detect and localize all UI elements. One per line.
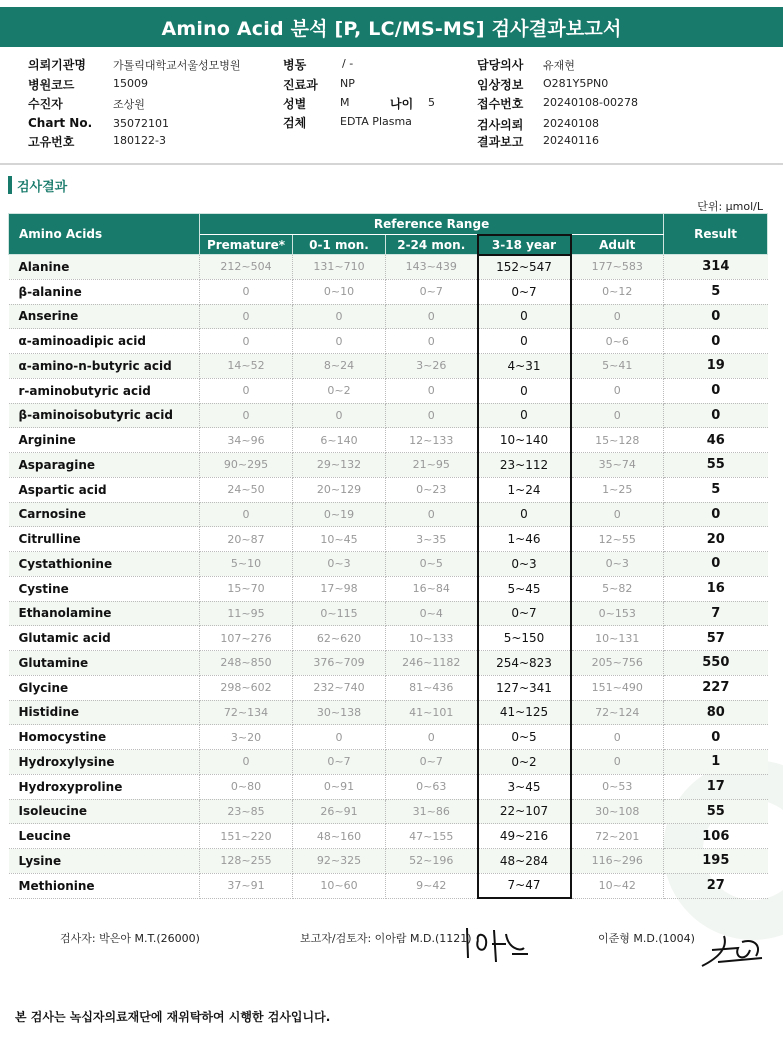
result-value: 0: [664, 378, 768, 403]
reference-value: 29~132: [293, 453, 386, 478]
table-row: [9, 675, 768, 700]
reference-value: 5~45: [478, 576, 571, 601]
reference-value: 10~45: [293, 527, 386, 552]
reference-value: 131~710: [293, 255, 386, 280]
table-row: [9, 626, 768, 651]
attending-doctor: 유재현: [543, 59, 575, 72]
hospital-name: 가톨릭대학교서울성모병원: [113, 59, 241, 72]
amino-acid-name: Anserine: [9, 304, 200, 329]
result-value: 20: [664, 527, 768, 552]
reference-value: 0: [293, 403, 386, 428]
reference-value: 0: [478, 304, 571, 329]
section-marker: [8, 176, 12, 194]
reference-value: 0~115: [293, 601, 386, 626]
reference-value: 9~42: [386, 873, 478, 898]
table-row: [9, 799, 768, 824]
specimen: EDTA Plasma: [340, 115, 412, 128]
reference-value: 1~46: [478, 527, 571, 552]
reference-value: 0: [200, 304, 293, 329]
tester-signature: 검사자: 박은아 M.T.(26000): [60, 932, 200, 945]
reference-value: 0: [200, 502, 293, 527]
reference-value: 376~709: [293, 651, 386, 676]
result-value: 16: [664, 576, 768, 601]
department: NP: [340, 77, 355, 90]
reference-value: 81~436: [386, 675, 478, 700]
reporter-signature: 보고자/검토자: 이아람 M.D.(1121): [300, 932, 472, 945]
reference-value: 5~150: [478, 626, 571, 651]
amino-acid-name: Histidine: [9, 700, 200, 725]
info-label: 고유번호: [28, 135, 75, 149]
reference-value: 7~47: [478, 873, 571, 898]
reference-value: 0: [478, 329, 571, 354]
table-row: [9, 552, 768, 577]
reference-value: 26~91: [293, 799, 386, 824]
reference-value: 48~284: [478, 849, 571, 874]
reference-value: 10~60: [293, 873, 386, 898]
reference-value: 41~125: [478, 700, 571, 725]
result-value: 5: [664, 477, 768, 502]
reference-value: 0: [200, 279, 293, 304]
reference-value: 0~91: [293, 774, 386, 799]
unit-label: 단위: μmol/L: [697, 200, 763, 213]
reference-value: 254~823: [478, 651, 571, 676]
amino-acid-name: Glutamic acid: [9, 626, 200, 651]
header-reference-range: Reference Range: [200, 214, 664, 235]
reference-value: 0~3: [293, 552, 386, 577]
reference-value: 298~602: [200, 675, 293, 700]
reference-value: 151~220: [200, 824, 293, 849]
reference-value: 14~52: [200, 354, 293, 379]
reference-value: 0: [571, 403, 664, 428]
reference-value: 0~19: [293, 502, 386, 527]
reference-value: 0: [478, 502, 571, 527]
reference-value: 6~140: [293, 428, 386, 453]
reference-value: 0: [571, 750, 664, 775]
ward: / -: [342, 57, 354, 70]
amino-acid-name: Aspartic acid: [9, 477, 200, 502]
result-value: 19: [664, 354, 768, 379]
unique-number: 180122-3: [113, 134, 166, 147]
reference-value: 92~325: [293, 849, 386, 874]
amino-acid-name: Arginine: [9, 428, 200, 453]
reference-value: 0~3: [571, 552, 664, 577]
result-value: 27: [664, 873, 768, 898]
reference-value: 30~138: [293, 700, 386, 725]
reference-value: 0~2: [478, 750, 571, 775]
handwritten-signature-1: [462, 918, 532, 968]
result-value: 0: [664, 329, 768, 354]
amino-acid-name: Cystathionine: [9, 552, 200, 577]
reference-value: 12~55: [571, 527, 664, 552]
reference-value: 152~547: [478, 255, 571, 280]
result-value: 195: [664, 849, 768, 874]
reference-value: 10~133: [386, 626, 478, 651]
accession-number: 20240108-00278: [543, 96, 638, 109]
report-title: Amino Acid 분석 [P, LC/MS-MS] 검사결과보고서: [0, 7, 783, 47]
reference-value: 12~133: [386, 428, 478, 453]
reference-value: 10~42: [571, 873, 664, 898]
table-row: [9, 849, 768, 874]
reference-value: 31~86: [386, 799, 478, 824]
reference-value: 23~85: [200, 799, 293, 824]
reference-value: 0~53: [571, 774, 664, 799]
reference-value: 22~107: [478, 799, 571, 824]
reference-value: 72~134: [200, 700, 293, 725]
reference-value: 107~276: [200, 626, 293, 651]
header-2-24-mon: 2-24 mon.: [386, 235, 478, 255]
reference-value: 47~155: [386, 824, 478, 849]
reference-value: 0: [386, 403, 478, 428]
info-label: 수진자: [28, 97, 63, 111]
reference-value: 212~504: [200, 255, 293, 280]
reference-value: 0: [386, 304, 478, 329]
amino-acid-name: Carnosine: [9, 502, 200, 527]
reference-value: 116~296: [571, 849, 664, 874]
info-label: 임상정보: [477, 78, 524, 92]
reference-value: 0~7: [386, 279, 478, 304]
reference-value: 72~201: [571, 824, 664, 849]
result-value: 106: [664, 824, 768, 849]
reference-value: 0~23: [386, 477, 478, 502]
reference-value: 20~129: [293, 477, 386, 502]
result-value: 227: [664, 675, 768, 700]
table-row: [9, 354, 768, 379]
reference-value: 0: [386, 378, 478, 403]
reference-value: 0: [478, 378, 571, 403]
amino-acid-name: Citrulline: [9, 527, 200, 552]
result-value: 57: [664, 626, 768, 651]
footer-note: 본 검사는 녹십자의료재단에 재위탁하여 시행한 검사입니다.: [15, 1010, 331, 1024]
amino-acid-name: Hydroxylysine: [9, 750, 200, 775]
reference-value: 0: [293, 304, 386, 329]
reference-value: 0~63: [386, 774, 478, 799]
table-row: [9, 824, 768, 849]
info-label: 담당의사: [477, 58, 524, 72]
amino-acid-name: Lysine: [9, 849, 200, 874]
reference-value: 0~7: [478, 279, 571, 304]
amino-acid-name: Glutamine: [9, 651, 200, 676]
reference-value: 52~196: [386, 849, 478, 874]
result-value: 0: [664, 502, 768, 527]
table-row: [9, 651, 768, 676]
reference-value: 0: [386, 725, 478, 750]
reference-value: 90~295: [200, 453, 293, 478]
reference-value: 16~84: [386, 576, 478, 601]
reference-value: 0~10: [293, 279, 386, 304]
result-value: 314: [664, 255, 768, 280]
reference-value: 49~216: [478, 824, 571, 849]
reference-value: 128~255: [200, 849, 293, 874]
reference-value: 0~3: [478, 552, 571, 577]
reference-value: 4~31: [478, 354, 571, 379]
result-value: 5: [664, 279, 768, 304]
info-label: 검사의뢰: [477, 118, 524, 132]
table-row: [9, 601, 768, 626]
table-row: [9, 378, 768, 403]
reference-value: 0~6: [571, 329, 664, 354]
reference-value: 0: [386, 502, 478, 527]
table-row: [9, 279, 768, 304]
reference-value: 143~439: [386, 255, 478, 280]
result-value: 0: [664, 552, 768, 577]
result-value: 17: [664, 774, 768, 799]
reference-value: 3~35: [386, 527, 478, 552]
reference-value: 0~153: [571, 601, 664, 626]
handwritten-signature-2: [698, 928, 768, 972]
reference-value: 48~160: [293, 824, 386, 849]
amino-acid-name: Hydroxyproline: [9, 774, 200, 799]
reference-value: 151~490: [571, 675, 664, 700]
info-label: Chart No.: [28, 116, 93, 130]
result-value: 55: [664, 799, 768, 824]
header-amino-acids: Amino Acids: [9, 214, 200, 255]
results-table: [8, 213, 768, 899]
section-title-text: 검사결과: [17, 179, 68, 195]
table-row: [9, 477, 768, 502]
reference-value: 0: [200, 329, 293, 354]
header-3-18-year: 3-18 year: [478, 235, 571, 255]
results-section-title: [8, 176, 67, 194]
age: 5: [428, 96, 435, 109]
amino-acid-name: r-aminobutyric acid: [9, 378, 200, 403]
table-row: [9, 750, 768, 775]
reference-value: 30~108: [571, 799, 664, 824]
result-value: 80: [664, 700, 768, 725]
table-row: [9, 255, 768, 280]
info-label: 결과보고: [477, 135, 524, 149]
request-date: 20240108: [543, 117, 599, 130]
reference-value: 11~95: [200, 601, 293, 626]
table-row: [9, 453, 768, 478]
reference-value: 21~95: [386, 453, 478, 478]
amino-acid-name: Glycine: [9, 675, 200, 700]
reference-value: 0: [571, 502, 664, 527]
reference-value: 0~80: [200, 774, 293, 799]
reference-value: 0: [293, 329, 386, 354]
reference-value: 10~140: [478, 428, 571, 453]
reference-value: 0: [386, 329, 478, 354]
reference-value: 0: [200, 378, 293, 403]
result-value: 1: [664, 750, 768, 775]
reference-value: 0~7: [386, 750, 478, 775]
reference-value: 5~41: [571, 354, 664, 379]
reference-value: 0~5: [386, 552, 478, 577]
reference-value: 8~24: [293, 354, 386, 379]
reference-value: 23~112: [478, 453, 571, 478]
reference-value: 232~740: [293, 675, 386, 700]
amino-acid-name: Methionine: [9, 873, 200, 898]
reference-value: 20~87: [200, 527, 293, 552]
reference-value: 1~24: [478, 477, 571, 502]
amino-acid-name: Alanine: [9, 255, 200, 280]
reference-value: 3~20: [200, 725, 293, 750]
table-row: [9, 403, 768, 428]
amino-acid-name: Isoleucine: [9, 799, 200, 824]
reference-value: 0: [293, 725, 386, 750]
reference-value: 0~7: [293, 750, 386, 775]
result-value: 0: [664, 403, 768, 428]
table-row: [9, 428, 768, 453]
patient-info: [0, 56, 783, 156]
reference-value: 0~7: [478, 601, 571, 626]
reference-value: 3~45: [478, 774, 571, 799]
clinical-info: O281Y5PN0: [543, 77, 609, 90]
reference-value: 0~5: [478, 725, 571, 750]
amino-acid-name: α-aminoadipic acid: [9, 329, 200, 354]
amino-acid-name: β-alanine: [9, 279, 200, 304]
reference-value: 0~12: [571, 279, 664, 304]
result-value: 55: [664, 453, 768, 478]
table-row: [9, 527, 768, 552]
result-value: 46: [664, 428, 768, 453]
reference-value: 246~1182: [386, 651, 478, 676]
info-label: 의뢰기관명: [28, 58, 86, 72]
hospital-code: 15009: [113, 77, 148, 90]
reference-value: 0: [571, 725, 664, 750]
result-value: 0: [664, 304, 768, 329]
section-divider: [0, 163, 783, 165]
reference-value: 0: [571, 304, 664, 329]
reference-value: 0~4: [386, 601, 478, 626]
table-row: [9, 329, 768, 354]
reference-value: 62~620: [293, 626, 386, 651]
table-row: [9, 873, 768, 898]
reference-value: 34~96: [200, 428, 293, 453]
amino-acid-name: α-amino-n-butyric acid: [9, 354, 200, 379]
header-adult: Adult: [571, 235, 664, 255]
table-row: [9, 725, 768, 750]
reference-value: 10~131: [571, 626, 664, 651]
report-date: 20240116: [543, 134, 599, 147]
info-label: 병동: [283, 58, 307, 72]
header-premature: Premature*: [200, 235, 293, 255]
info-label: 병원코드: [28, 78, 75, 92]
reference-value: 5~10: [200, 552, 293, 577]
chart-number: 35072101: [113, 117, 169, 130]
amino-acid-name: Leucine: [9, 824, 200, 849]
reference-value: 15~128: [571, 428, 664, 453]
info-label: 검체: [283, 116, 307, 130]
header-result: Result: [664, 214, 768, 255]
result-value: 550: [664, 651, 768, 676]
info-label: 진료과: [283, 78, 318, 92]
reference-value: 5~82: [571, 576, 664, 601]
reference-value: 72~124: [571, 700, 664, 725]
reference-value: 248~850: [200, 651, 293, 676]
result-value: 0: [664, 725, 768, 750]
amino-acid-name: Cystine: [9, 576, 200, 601]
amino-acid-name: β-aminoisobutyric acid: [9, 403, 200, 428]
reference-value: 0: [200, 403, 293, 428]
table-row: [9, 304, 768, 329]
reference-value: 0: [200, 750, 293, 775]
result-value: 7: [664, 601, 768, 626]
reference-value: 1~25: [571, 477, 664, 502]
reference-value: 0: [478, 403, 571, 428]
table-row: [9, 700, 768, 725]
amino-acid-name: Asparagine: [9, 453, 200, 478]
sex: M: [340, 96, 350, 109]
reference-value: 17~98: [293, 576, 386, 601]
amino-acid-name: Ethanolamine: [9, 601, 200, 626]
info-label: 접수번호: [477, 97, 524, 111]
table-row: [9, 502, 768, 527]
reference-value: 15~70: [200, 576, 293, 601]
header-0-1-mon: 0-1 mon.: [293, 235, 386, 255]
reference-value: 24~50: [200, 477, 293, 502]
reference-value: 205~756: [571, 651, 664, 676]
reference-value: 127~341: [478, 675, 571, 700]
reference-value: 0: [571, 378, 664, 403]
patient-name: 조상원: [113, 98, 145, 111]
amino-acid-name: Homocystine: [9, 725, 200, 750]
reference-value: 0~2: [293, 378, 386, 403]
reference-value: 177~583: [571, 255, 664, 280]
doctor-signature: 이준형 M.D.(1004): [598, 932, 695, 945]
reference-value: 37~91: [200, 873, 293, 898]
info-label: 나이: [390, 97, 414, 111]
reference-value: 3~26: [386, 354, 478, 379]
table-row: [9, 576, 768, 601]
info-label: 성별: [283, 97, 307, 111]
reference-value: 41~101: [386, 700, 478, 725]
table-row: [9, 774, 768, 799]
reference-value: 35~74: [571, 453, 664, 478]
